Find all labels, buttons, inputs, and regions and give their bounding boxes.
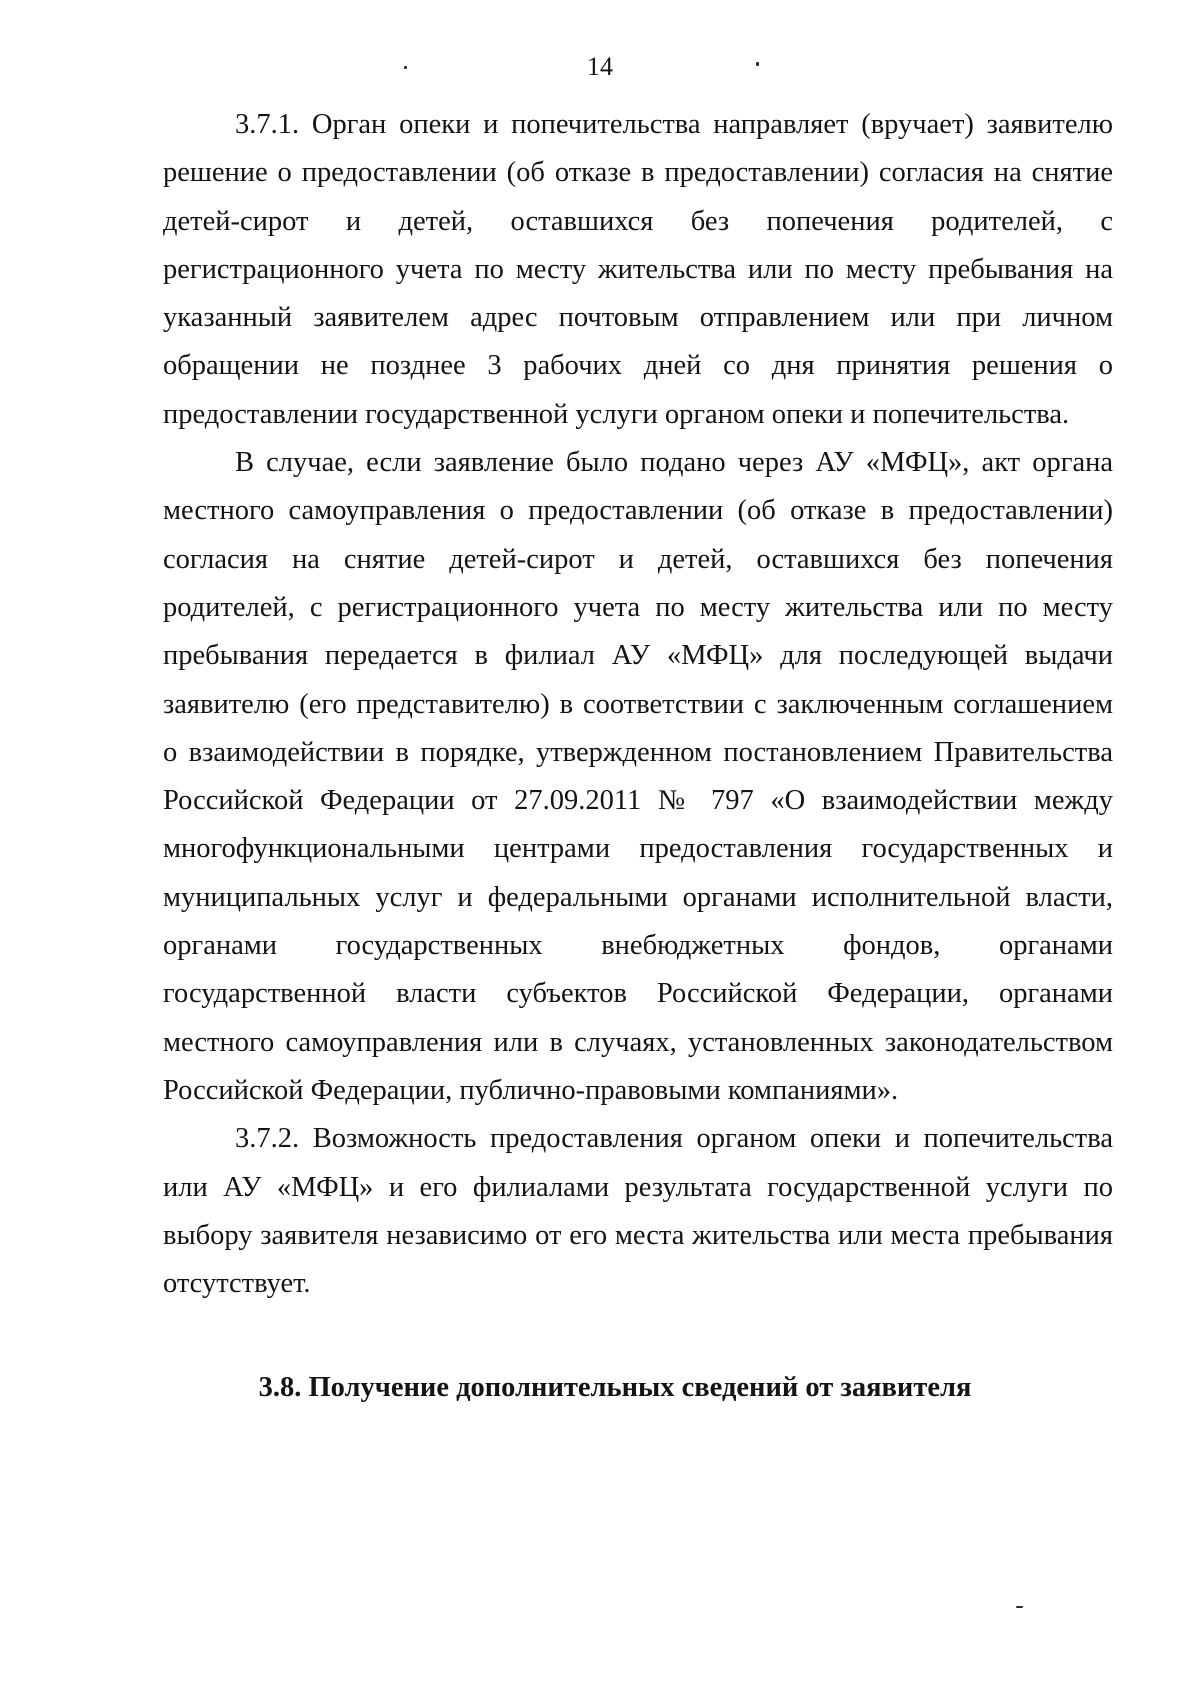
section-heading: 3.8. Получение дополнительных сведений от заявителя: [258, 1372, 972, 1403]
scan-speck: [756, 62, 759, 66]
page-number: 14: [587, 52, 613, 81]
paragraph-3-7-1: 3.7.1. Орган опеки и попечительства направляет (вручает) заявителю решение о предоставлении (об отказе в предоставлении) согласия на снятие детей-сирот и детей, оставшихся без попечения родителей, с регистрационного учета по месту жительства или по месту пребывания на указанный заявителем адрес почтовым отправлением или при личном обращении не позднее 3 рабочих дней со дня принятия решения о предоставлении государственной услуги органом опеки и попечительства.: [163, 109, 1113, 430]
paragraph-3-7-2: 3.7.2. Возможность предоставления органом опеки и попечительства или АУ «МФЦ» и его филиалами результата государственной услуги по выбору заявителя независимо от его места жительства или места пребывания отсутствует.: [163, 1123, 1113, 1300]
paragraph-mfc-case: В случае, если заявление было подано через АУ «МФЦ», акт органа местного самоуправления о предоставлении (об отказе в предоставлении) согласия на снятие детей-сирот и детей, оставшихся без попечения родителей, с регистрационного учета по месту жительства или по месту пребывания передается в филиал АУ «МФЦ» для последующей выдачи заявителю (его представителю) в соответствии с заключенным соглашением о взаимодействии в порядке, утвержденном постановлением Правительства Российской Федерации от 27.09.2011 № 797 «О взаимодействии между многофункциональными центрами предоставления государственных и муниципальных услуг и федеральными органами исполнительной власти, органами государственных внебюджетных фондов, органами государственной власти субъектов Российской Федерации, органами местного самоуправления или в случаях, установленных законодательством Российской Федерации, публично-правовыми компаниями».: [163, 447, 1113, 1106]
scan-speck: [404, 66, 407, 69]
scan-speck: [1016, 1606, 1023, 1608]
document-body: [163, 101, 1113, 1308]
